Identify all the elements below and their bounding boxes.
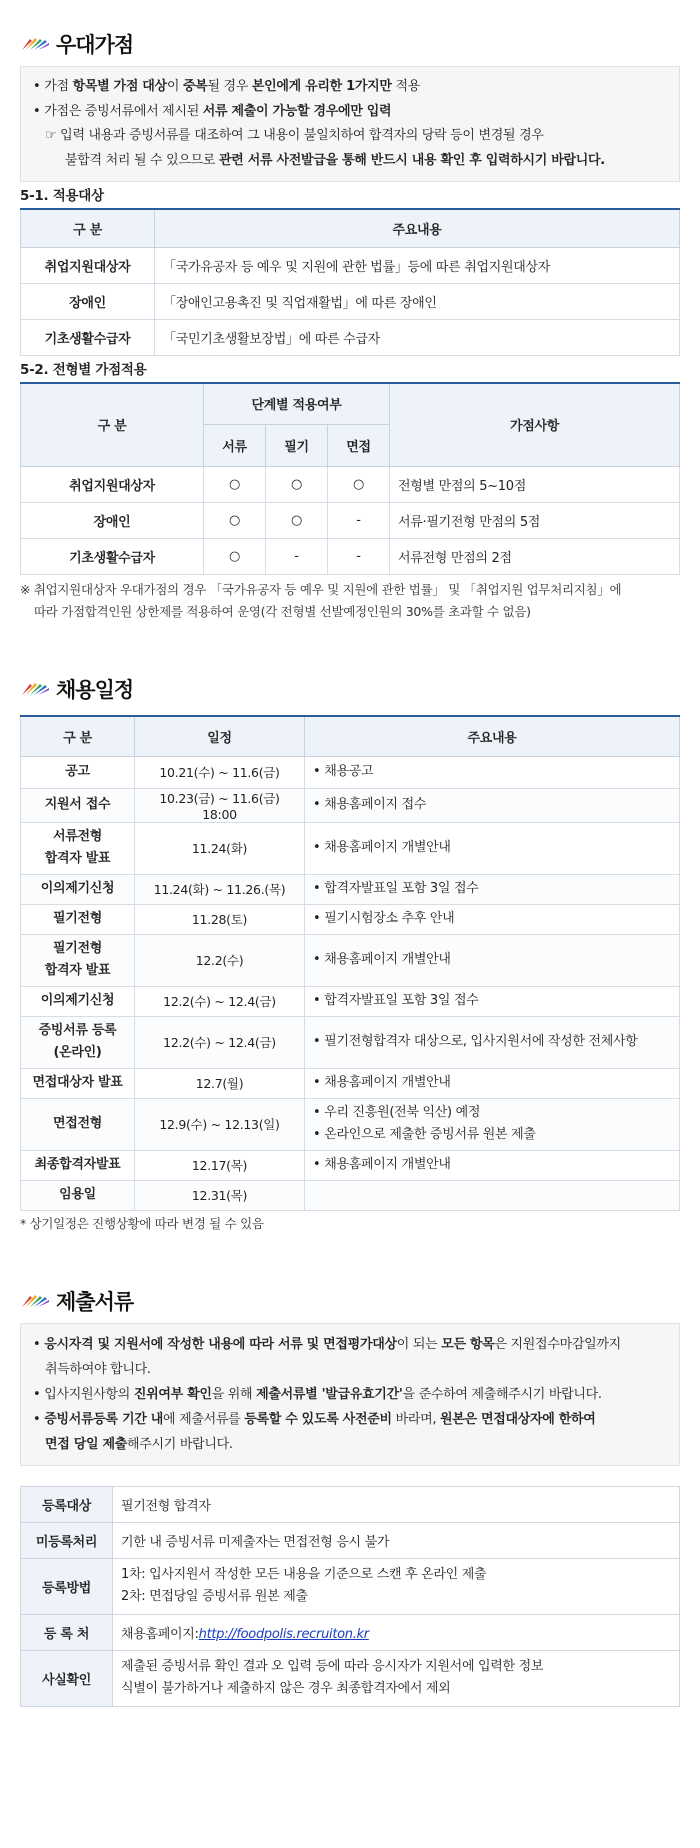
- table-row: [21, 934, 680, 986]
- table-cell: [21, 756, 135, 788]
- table-header: 단계별 적용여부: [204, 383, 390, 425]
- text: 증빙서류등록 기간 내: [44, 1411, 163, 1427]
- text: 이의제기신청: [40, 881, 115, 896]
- text: 바라며,: [391, 1411, 441, 1427]
- table-cell: [21, 1068, 135, 1098]
- text: • 입사지원사항의: [33, 1386, 134, 1402]
- text: 을 위해: [211, 1386, 257, 1402]
- table-cell: [305, 1098, 680, 1150]
- table-cell: 10.21(수) ~ 11.6(금): [135, 756, 305, 788]
- text: 관련 서류 사전발급을 통해 반드시 내용 확인 후 입력하시기 바랍니다.: [219, 152, 605, 168]
- table-cell: 미등록처리: [21, 1522, 113, 1558]
- table-row: [21, 1180, 680, 1210]
- table-cell: [305, 788, 680, 822]
- table-cell: [305, 1016, 680, 1068]
- table-cell: 12.31(목): [135, 1180, 305, 1210]
- table-cell: [113, 1614, 680, 1650]
- text: • 채용홈페이지 개별안내: [313, 952, 451, 967]
- fan-icon: [20, 36, 50, 52]
- points-note: [20, 579, 680, 623]
- text: • 필기전형합격자 대상으로, 입사지원서에 작성한 전체사항: [313, 1034, 638, 1049]
- table-cell: [21, 822, 135, 874]
- schedule-table: [20, 715, 680, 1211]
- note-line: 따라 가점합격인원 상한제를 적용하여 운영(각 전형별 선발예정인원의 30%를 초과할 수 없음): [34, 604, 531, 619]
- table-cell: 12.2(수) ~ 12.4(금): [135, 1016, 305, 1068]
- table-row: [21, 467, 680, 503]
- text: 임용일: [59, 1187, 96, 1202]
- text: • 채용홈페이지 개별안내: [313, 1075, 451, 1090]
- text: 등록할 수 있도록 사전준비: [244, 1411, 392, 1427]
- table-row: [21, 1650, 680, 1706]
- text: 모든 항목: [441, 1336, 495, 1352]
- text: 은 지원접수마감일까지: [494, 1336, 621, 1352]
- table-cell: 「장애인고용촉진 및 직업재활법」에 따른 장애인: [155, 283, 680, 319]
- text: 항목별 가점 대상: [72, 79, 167, 94]
- text: • 우리 진흥원(전북 익산) 예정: [313, 1105, 481, 1120]
- table-header: 구 분: [21, 209, 155, 247]
- table-cell: [21, 1150, 135, 1180]
- table-cell: [305, 1180, 680, 1210]
- table-row: [21, 1098, 680, 1150]
- notice-line: [33, 1332, 669, 1357]
- text: 서류전형: [52, 829, 103, 844]
- section-title-text: 채용일정: [56, 678, 134, 702]
- table-header: 주요내용: [305, 716, 680, 756]
- table-cell: [305, 1068, 680, 1098]
- table-cell: ○: [328, 467, 390, 503]
- text: 제출된 증빙서류 확인 결과 오 입력 등에 따라 응시자가 지원서에 입력한 정보: [121, 1659, 544, 1674]
- page: [0, 22, 700, 1848]
- targets-subtitle: 5-1. 적용대상: [20, 188, 104, 204]
- text: 이: [166, 79, 183, 94]
- text: 원본은 면접대상자에 한하여: [440, 1411, 596, 1427]
- table-header: 구 분: [21, 716, 135, 756]
- table-cell: [21, 874, 135, 904]
- table-cell: 전형별 만점의 5~10점: [390, 467, 680, 503]
- table-cell: [113, 1650, 680, 1706]
- table-row: [21, 904, 680, 934]
- fan-icon: [20, 1293, 50, 1309]
- table-cell: 등록대상: [21, 1486, 113, 1522]
- table-cell: 장애인: [21, 283, 155, 319]
- text: 진위여부 확인: [133, 1386, 212, 1402]
- text: 합격자 발표: [44, 851, 111, 866]
- text: 될 경우: [207, 79, 252, 94]
- table-cell: [305, 934, 680, 986]
- table-cell: ○: [266, 503, 328, 539]
- recruit-homepage-link[interactable]: http://foodpolis.recruiton.kr: [198, 1626, 369, 1642]
- table-cell: [305, 822, 680, 874]
- table-row: [21, 539, 680, 575]
- text: 불합격 처리 될 수 있으므로: [65, 152, 219, 168]
- text: 필기전형: [52, 941, 103, 956]
- table-cell: 11.24(화): [135, 822, 305, 874]
- table-cell: 11.28(토): [135, 904, 305, 934]
- text: 이의제기신청: [40, 993, 115, 1008]
- text: 면접 당일 제출: [45, 1436, 127, 1452]
- notice-line: [33, 1382, 669, 1407]
- text: (온라인): [53, 1045, 102, 1060]
- table-cell: [21, 934, 135, 986]
- table-cell: [113, 1558, 680, 1614]
- table-cell: 12.2(수) ~ 12.4(금): [135, 986, 305, 1016]
- text: 응시자격 및 지원서에 작성한 내용에 따라 서류 및 면접평가대상: [44, 1336, 397, 1352]
- notice-line: [33, 75, 669, 100]
- table-cell: 등록방법: [21, 1558, 113, 1614]
- text: 적용: [391, 79, 421, 94]
- table-cell: [305, 986, 680, 1016]
- table-cell: [21, 1180, 135, 1210]
- notice-line: ☞ 입력 내용과 증빙서류를 대조하여 그 내용이 불일치하여 합격자의 당락 등이 변경될 경우: [45, 128, 544, 143]
- text: 이 되는: [396, 1336, 442, 1352]
- text: 합격자 발표: [44, 963, 111, 978]
- text: 2차: 면접당일 증빙서류 원본 제출: [121, 1589, 308, 1604]
- notice-line: [33, 1432, 669, 1457]
- table-cell: 10.23(금) ~ 11.6(금) 18:00: [135, 788, 305, 822]
- targets-table: [20, 208, 680, 356]
- table-header: 일정: [135, 716, 305, 756]
- text: 필기전형: [52, 911, 103, 926]
- text: 해주시기 바랍니다.: [127, 1436, 233, 1452]
- text: 본인에게 유리한 1가지만: [251, 79, 392, 94]
- table-cell: 「국민기초생활보장법」에 따른 수급자: [155, 319, 680, 355]
- table-cell: -: [328, 503, 390, 539]
- text: 1차: 입사지원서 작성한 모든 내용을 기준으로 스캔 후 온라인 제출: [121, 1567, 487, 1582]
- table-row: [21, 1486, 680, 1522]
- documents-notice: [20, 1323, 680, 1466]
- table-cell: 취업지원대상자: [21, 467, 204, 503]
- text: 을 준수하여 제출해주시기 바랍니다.: [402, 1386, 602, 1402]
- table-header: 서류: [204, 425, 266, 467]
- table-cell: 기한 내 증빙서류 미제출자는 면접전형 응시 불가: [113, 1522, 680, 1558]
- text: 에 제출서류를: [162, 1411, 245, 1427]
- table-row: [21, 1150, 680, 1180]
- table-cell: 12.9(수) ~ 12.13(일): [135, 1098, 305, 1150]
- table-row: [21, 788, 680, 822]
- table-row: [21, 756, 680, 788]
- table-cell: ○: [204, 503, 266, 539]
- note-line: ※ 취업지원대상자 우대가점의 경우 「국가유공자 등 예우 및 지원에 관한 법률」 및 「취업지원 업무처리지침」에: [20, 582, 622, 597]
- points-subtitle: 5-2. 전형별 가점적용: [20, 361, 147, 378]
- text: 최종합격자발표: [34, 1157, 121, 1172]
- text: • 합격자발표일 포함 3일 접수: [313, 993, 479, 1008]
- table-cell: [21, 1016, 135, 1068]
- table-cell: [21, 1098, 135, 1150]
- section-title-text: 우대가점: [56, 33, 134, 57]
- table-cell: 11.24(화) ~ 11.26.(목): [135, 874, 305, 904]
- text: •: [33, 1411, 45, 1427]
- table-cell: ○: [204, 539, 266, 575]
- notice-line: 취득하여야 합니다.: [45, 1361, 151, 1377]
- table-header: 구 분: [21, 383, 204, 467]
- table-cell: 취업지원대상자: [21, 247, 155, 283]
- points-table: [20, 382, 680, 576]
- table-row: [21, 822, 680, 874]
- text: 증빙서류 등록: [38, 1023, 117, 1038]
- table-row: [21, 503, 680, 539]
- table-cell: 등 록 처: [21, 1614, 113, 1650]
- text: 지원서 접수: [44, 797, 111, 812]
- text: 중복: [182, 79, 208, 94]
- table-cell: 12.2(수): [135, 934, 305, 986]
- table-header: 면접: [328, 425, 390, 467]
- text: • 온라인으로 제출한 증빙서류 원본 제출: [313, 1127, 536, 1142]
- section-title-text: 제출서류: [56, 1289, 134, 1314]
- table-cell: 사실확인: [21, 1650, 113, 1706]
- table-header: 필기: [266, 425, 328, 467]
- table-cell: 기초생활수급자: [21, 319, 155, 355]
- text: • 필기시험장소 추후 안내: [313, 911, 455, 926]
- documents-table: [20, 1486, 680, 1707]
- section-title-documents: [20, 1279, 680, 1323]
- text: 제출서류별 '발급유효기간': [256, 1386, 403, 1402]
- text: 면접대상자 발표: [32, 1075, 123, 1090]
- table-cell: [21, 904, 135, 934]
- table-row: [21, 247, 680, 283]
- table-row: [21, 986, 680, 1016]
- table-cell: [305, 756, 680, 788]
- preference-notice: [20, 66, 680, 182]
- text: 식별이 불가하거나 제출하지 않은 경우 최종합격자에서 제외: [121, 1681, 451, 1696]
- table-cell: 12.17(목): [135, 1150, 305, 1180]
- table-cell: [21, 788, 135, 822]
- table-cell: 장애인: [21, 503, 204, 539]
- table-cell: 「국가유공자 등 예우 및 지원에 관한 법률」등에 따른 취업지원대상자: [155, 247, 680, 283]
- table-header: 가점사항: [390, 383, 680, 467]
- table-row: [21, 319, 680, 355]
- table-cell: 서류·필기전형 만점의 5점: [390, 503, 680, 539]
- text: 채용홈페이지:: [121, 1626, 199, 1642]
- section-title-preference: [20, 22, 680, 66]
- table-row: [21, 1068, 680, 1098]
- table-cell: [305, 1150, 680, 1180]
- notice-line: [33, 149, 669, 174]
- table-header: 주요내용: [155, 209, 680, 247]
- table-cell: 12.7(월): [135, 1068, 305, 1098]
- table-cell: [305, 904, 680, 934]
- table-cell: [21, 986, 135, 1016]
- text: • 채용홈페이지 개별안내: [313, 1157, 451, 1172]
- text: • 채용공고: [313, 764, 374, 779]
- table-cell: -: [328, 539, 390, 575]
- section-title-schedule: [20, 667, 680, 711]
- table-row: [21, 1558, 680, 1614]
- table-row: [21, 1614, 680, 1650]
- table-row: [21, 283, 680, 319]
- text: •: [33, 1336, 45, 1352]
- table-cell: 필기전형 합격자: [113, 1486, 680, 1522]
- text: • 채용홈페이지 접수: [313, 797, 427, 812]
- table-cell: [305, 874, 680, 904]
- table-row: [21, 1522, 680, 1558]
- text: 서류 제출이 가능할 경우에만 입력: [202, 103, 392, 119]
- fan-icon: [20, 681, 50, 697]
- schedule-note: * 상기일정은 진행상황에 따라 변경 될 수 있음: [20, 1215, 264, 1231]
- table-cell: -: [266, 539, 328, 575]
- table-row: [21, 1016, 680, 1068]
- notice-line: [33, 100, 669, 125]
- table-cell: ○: [204, 467, 266, 503]
- table-cell: ○: [266, 467, 328, 503]
- text: • 가점은 증빙서류에서 제시된: [33, 103, 203, 119]
- table-cell: 서류전형 만점의 2점: [390, 539, 680, 575]
- text: 공고: [65, 764, 90, 779]
- table-row: [21, 874, 680, 904]
- text: • 채용홈페이지 개별안내: [313, 840, 451, 855]
- notice-line: [33, 1407, 669, 1432]
- text: • 가점: [33, 79, 73, 94]
- text: 면접전형: [52, 1116, 103, 1131]
- table-cell: 기초생활수급자: [21, 539, 204, 575]
- text: • 합격자발표일 포함 3일 접수: [313, 881, 479, 896]
